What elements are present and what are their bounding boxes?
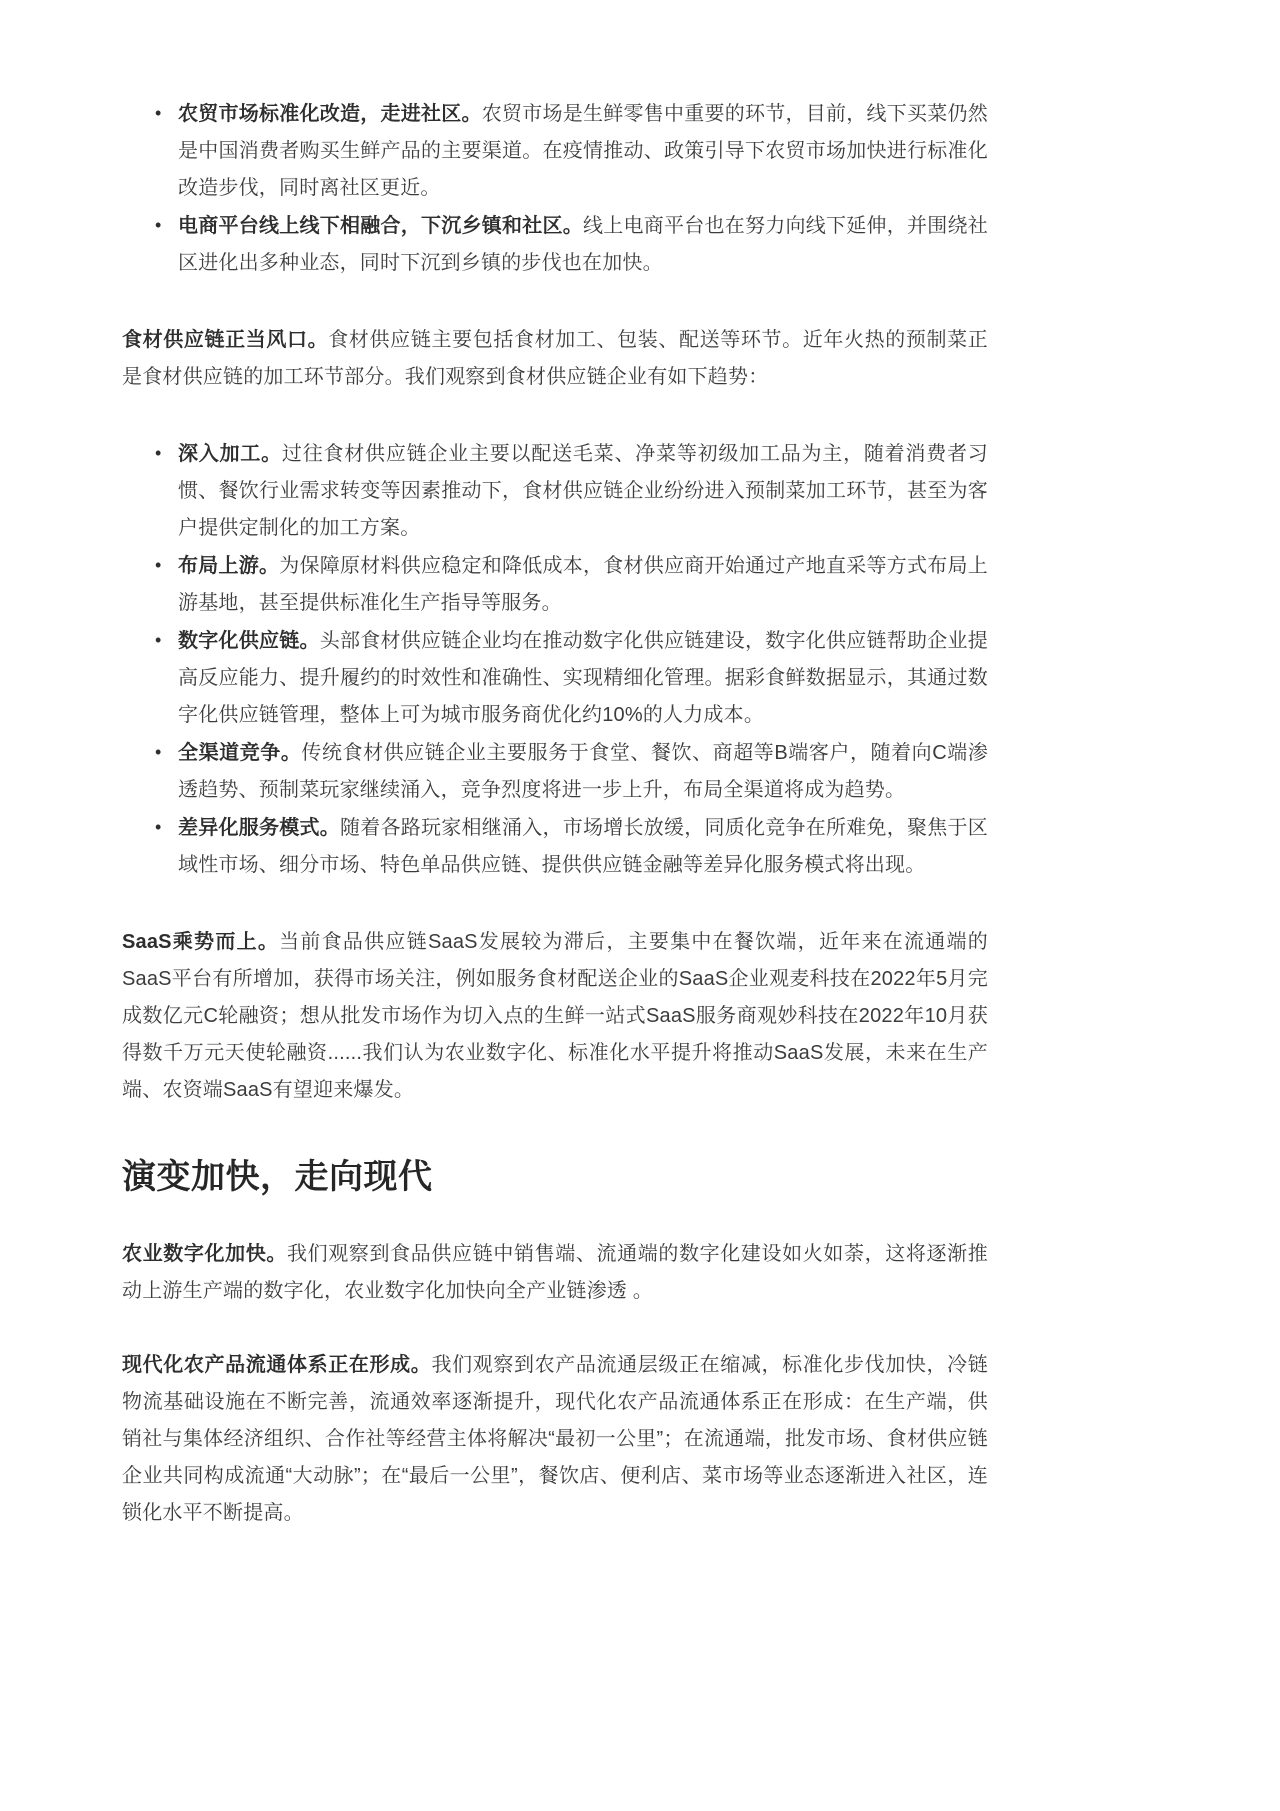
bullet-body: 过往食材供应链企业主要以配送毛菜、净菜等初级加工品为主，随着消费者习惯、餐饮行业需求转变等因素推动下，食材供应链企业纷纷进入预制菜加工环节，甚至为客户提供定制化的加工方案。 [178, 443, 988, 539]
list-item [122, 623, 988, 734]
paragraph-modern-circulation [122, 1347, 988, 1532]
paragraph-lead: 农业数字化加快。 [122, 1243, 288, 1265]
bullet-body: 随着各路玩家相继涌入，市场增长放缓，同质化竞争在所难免，聚焦于区域性市场、细分市场、特色单品供应链、提供供应链金融等差异化服务模式将出现。 [178, 817, 988, 876]
paragraph-lead: SaaS乘势而上。 [122, 931, 280, 953]
paragraph-body: 我们观察到食品供应链中销售端、流通端的数字化建设如火如荼，这将逐渐推动上游生产端的数字化，农业数字化加快向全产业链渗透 。 [122, 1243, 988, 1302]
list-item [122, 810, 988, 884]
list-item [122, 548, 988, 622]
bullet-list-retail-channels [122, 96, 988, 282]
bullet-lead: 数字化供应链。 [178, 630, 320, 652]
bullet-icon: • [155, 443, 162, 463]
bullet-lead: 全渠道竞争。 [178, 742, 302, 764]
bullet-body: 为保障原材料供应稳定和降低成本，食材供应商开始通过产地直采等方式布局上游基地，甚至提供标准化生产指导等服务。 [178, 555, 989, 614]
paragraph-saas [122, 924, 988, 1109]
section-heading: 演变加快，走向现代 [122, 1158, 433, 1196]
bullet-body: 农贸市场是生鲜零售中重要的环节，目前，线下买菜仍然是中国消费者购买生鲜产品的主要渠道。在疫情推动、政策引导下农贸市场加快进行标准化改造步伐，同时离社区更近。 [178, 103, 989, 199]
list-item [122, 96, 988, 207]
bullet-body: 线上电商平台也在努力向线下延伸，并围绕社区进化出多种业态，同时下沉到乡镇的步伐也在加快。 [178, 215, 989, 274]
document-page [122, 0, 988, 1532]
list-item [122, 208, 988, 282]
paragraph-body: 食材供应链主要包括食材加工、包装、配送等环节。近年火热的预制菜正是食材供应链的加工环节部分。我们观察到食材供应链企业有如下趋势： [122, 329, 988, 388]
paragraph-body: 我们观察到农产品流通层级正在缩减，标准化步伐加快，冷链物流基础设施在不断完善，流通效率逐渐提升，现代化农产品流通体系正在形成：在生产端，供销社与集体经济组织、合作社等经营主体将解决“最初一公里”；在流通端，批发市场、食材供应链企业共同构成流通“大动脉”；在“最后一公里”，餐饮店、便利店、菜市场等业态逐渐进入社区，连锁化水平不断提高。 [122, 1354, 988, 1524]
bullet-icon: • [155, 215, 162, 235]
bullet-lead: 农贸市场标准化改造，走进社区。 [178, 103, 482, 125]
bullet-lead: 差异化服务模式。 [178, 817, 341, 839]
paragraph-lead: 现代化农产品流通体系正在形成。 [122, 1354, 432, 1376]
paragraph-lead: 食材供应链正当风口。 [122, 329, 329, 351]
bullet-icon: • [155, 742, 162, 762]
paragraph-agri-digital [122, 1236, 988, 1310]
bullet-lead: 电商平台线上线下相融合，下沉乡镇和社区。 [178, 215, 584, 237]
bullet-icon: • [155, 555, 162, 575]
list-item [122, 735, 988, 809]
bullet-body: 头部食材供应链企业均在推动数字化供应链建设，数字化供应链帮助企业提高反应能力、提升履约的时效性和准确性、实现精细化管理。据彩食鲜数据显示，其通过数字化供应链管理，整体上可为城市服务商优化约10%的人力成本。 [178, 630, 988, 726]
bullet-list-supply-chain-trends [122, 436, 988, 884]
paragraph-supply-chain [122, 322, 988, 396]
list-item [122, 436, 988, 547]
bullet-icon: • [155, 630, 162, 650]
bullet-icon: • [155, 817, 162, 837]
bullet-lead: 布局上游。 [178, 555, 280, 577]
bullet-body: 传统食材供应链企业主要服务于食堂、餐饮、商超等B端客户，随着向C端渗透趋势、预制菜玩家继续涌入，竞争烈度将进一步上升，布局全渠道将成为趋势。 [178, 742, 988, 801]
bullet-lead: 深入加工。 [178, 443, 282, 465]
bullet-icon: • [155, 103, 162, 123]
paragraph-body: 当前食品供应链SaaS发展较为滞后，主要集中在餐饮端，近年来在流通端的SaaS平台有所增加，获得市场关注，例如服务食材配送企业的SaaS企业观麦科技在2022年5月完成数亿元C轮融资；想从批发市场作为切入点的生鲜一站式SaaS服务商观妙科技在2022年10月获得数千万元天使轮融资......我们认为农业数字化、标准化水平提升将推动SaaS发展，未来在生产端、农资端SaaS有望迎来爆发。 [122, 931, 988, 1101]
